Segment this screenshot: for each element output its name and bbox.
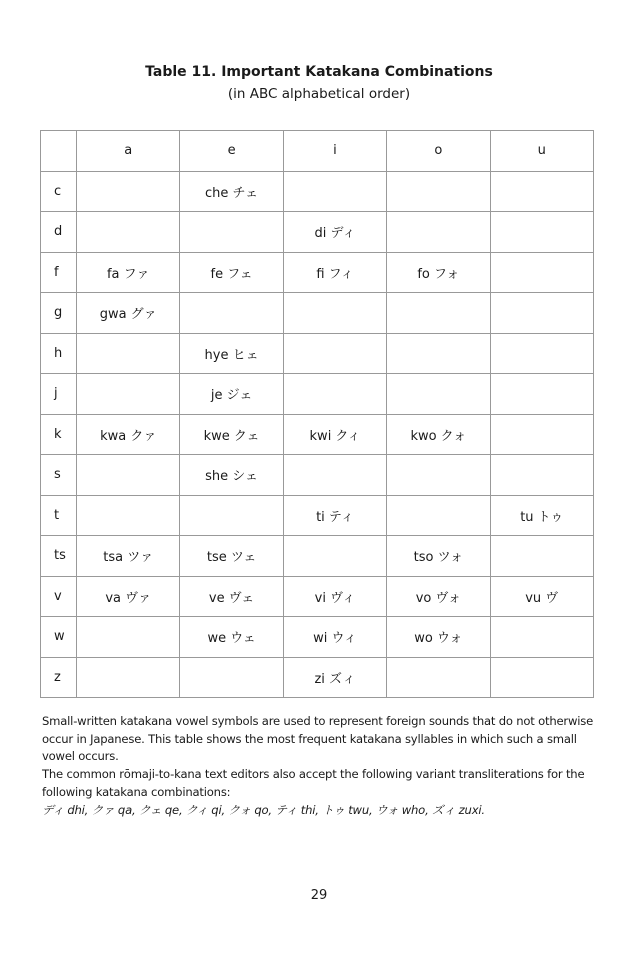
table-cell (283, 171, 386, 212)
table-row (41, 536, 594, 577)
table-cell (283, 374, 386, 415)
table-cell: kwi クィ (283, 414, 386, 455)
table-cell: tso ツォ (387, 536, 490, 577)
table-cell (387, 657, 490, 698)
column-header: o (387, 131, 490, 172)
table-cell: tu トゥ (490, 495, 593, 536)
table-cell (490, 293, 593, 334)
table-cell (387, 455, 490, 496)
table-cell (490, 212, 593, 253)
table-row (41, 657, 594, 698)
table-cell (77, 617, 180, 658)
table-cell: tsa ツァ (77, 536, 180, 577)
table-cell (490, 171, 593, 212)
table-cell (77, 657, 180, 698)
table-cell: di ディ (283, 212, 386, 253)
row-label: ts (41, 536, 77, 577)
table-cell (180, 212, 283, 253)
table-cell: ve ヴェ (180, 576, 283, 617)
row-label: f (41, 252, 77, 293)
column-header: a (77, 131, 180, 172)
table-cell: gwa グァ (77, 293, 180, 334)
row-label: c (41, 171, 77, 212)
table-cell: we ウェ (180, 617, 283, 658)
page-number: 29 (310, 888, 328, 903)
column-header: i (283, 131, 386, 172)
table-cell (77, 333, 180, 374)
row-label: h (41, 333, 77, 374)
table-cell (387, 374, 490, 415)
column-header: e (180, 131, 283, 172)
table-row (41, 212, 594, 253)
explanation-text (42, 713, 598, 819)
table-cell (387, 495, 490, 536)
paragraph: Small-written katakana vowel symbols are used to represent foreign sounds that do not otherwise occur in Japanese. This table shows the most frequent katakana syllables in which such a small vowel occurs. (42, 714, 594, 764)
table-cell: kwo クォ (387, 414, 490, 455)
table-cell: fe フェ (180, 252, 283, 293)
column-header: u (490, 131, 593, 172)
table-cell (387, 212, 490, 253)
table-cell: wi ウィ (283, 617, 386, 658)
table-cell (490, 657, 593, 698)
table-cell: ti ティ (283, 495, 386, 536)
table-cell: kwe クェ (180, 414, 283, 455)
table-cell: vu ヴ (490, 576, 593, 617)
table-cell: vi ヴィ (283, 576, 386, 617)
table-row (41, 576, 594, 617)
table-cell (180, 495, 283, 536)
table-cell (77, 212, 180, 253)
table-cell (77, 495, 180, 536)
table-cell (77, 455, 180, 496)
row-label: s (41, 455, 77, 496)
table-cell (387, 333, 490, 374)
katakana-table (40, 130, 594, 698)
table-cell: vo ヴォ (387, 576, 490, 617)
table-row (41, 333, 594, 374)
table-row (41, 374, 594, 415)
table-row (41, 293, 594, 334)
table-cell: fo フォ (387, 252, 490, 293)
table-cell (490, 414, 593, 455)
row-label: j (41, 374, 77, 415)
table-cell: hye ヒェ (180, 333, 283, 374)
table-header-row (41, 131, 594, 172)
variant-transliterations: ディ dhi, クァ qa, クェ qe, クィ qi, クォ qo, ティ thi, トゥ twu, ウォ who, ズィ zuxi. (42, 802, 485, 817)
table-title: Table 11. Important Katakana Combinations (145, 64, 493, 80)
table-cell (180, 293, 283, 334)
table-cell: zi ズィ (283, 657, 386, 698)
table-row (41, 455, 594, 496)
paragraph: The common rōmaji-to-kana text editors also accept the following variant transliterations for the following katakana combinations: (42, 767, 585, 799)
table-cell: je ジェ (180, 374, 283, 415)
table-cell (283, 333, 386, 374)
table-row (41, 617, 594, 658)
table-row (41, 414, 594, 455)
table-row (41, 495, 594, 536)
table-cell (490, 536, 593, 577)
table-cell (490, 252, 593, 293)
table-cell (77, 171, 180, 212)
table-cell: wo ウォ (387, 617, 490, 658)
table-cell: che チェ (180, 171, 283, 212)
table-cell (180, 657, 283, 698)
row-label: v (41, 576, 77, 617)
table-row (41, 171, 594, 212)
table-cell (387, 293, 490, 334)
table-cell (283, 455, 386, 496)
table-cell: fa ファ (77, 252, 180, 293)
table-cell: fi フィ (283, 252, 386, 293)
column-header (41, 131, 77, 172)
table-cell (490, 374, 593, 415)
row-label: w (41, 617, 77, 658)
table-cell: tse ツェ (180, 536, 283, 577)
table-cell: kwa クァ (77, 414, 180, 455)
row-label: d (41, 212, 77, 253)
table-cell (77, 374, 180, 415)
table-cell (283, 293, 386, 334)
table-cell (387, 171, 490, 212)
row-label: k (41, 414, 77, 455)
table-cell: she シェ (180, 455, 283, 496)
table-cell (490, 455, 593, 496)
table-cell: va ヴァ (77, 576, 180, 617)
row-label: z (41, 657, 77, 698)
row-label: g (41, 293, 77, 334)
table-cell (283, 536, 386, 577)
table-subtitle: (in ABC alphabetical order) (227, 86, 411, 102)
table-cell (490, 333, 593, 374)
table-row (41, 252, 594, 293)
row-label: t (41, 495, 77, 536)
table-cell (490, 617, 593, 658)
